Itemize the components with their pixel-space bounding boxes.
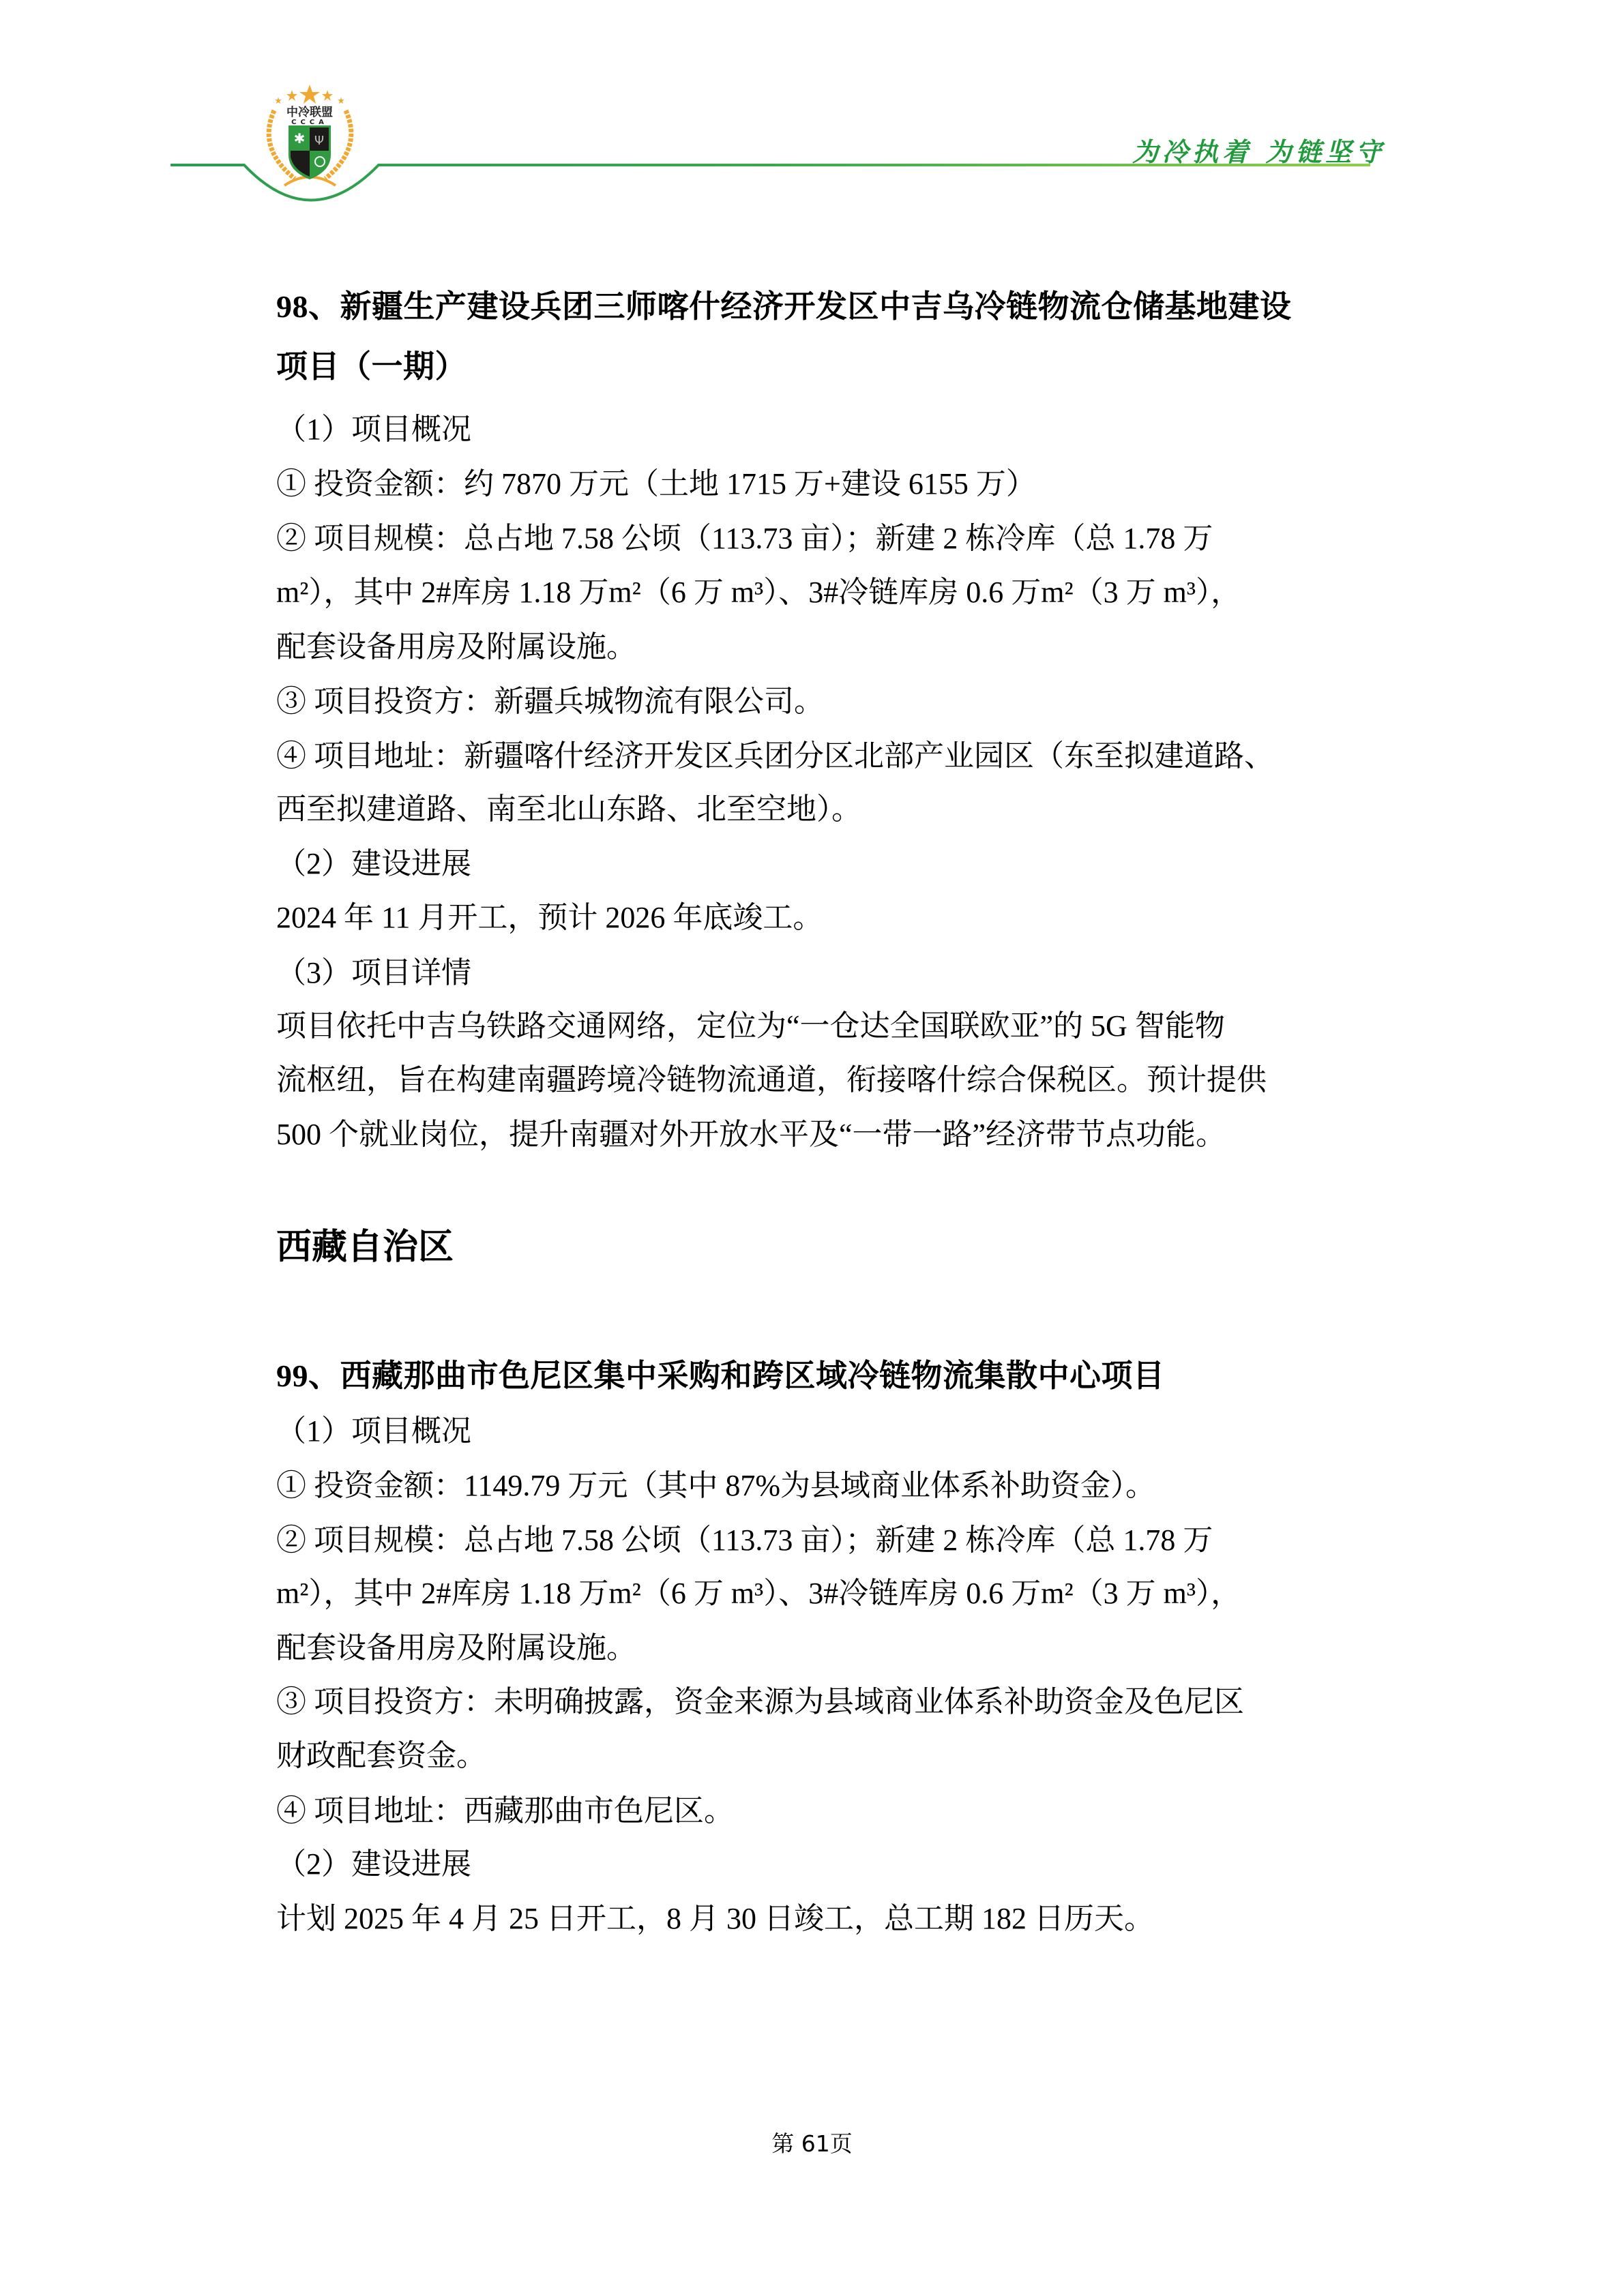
overview-item: ③ 项目投资方：未明确披露，资金来源为县域商业体系补助资金及色尼区 <box>276 1685 1244 1718</box>
svg-text:CCCA: CCCA <box>291 119 328 126</box>
page-prefix: 第 <box>771 2130 801 2157</box>
section-details-heading: （3）项目详情 <box>276 956 471 989</box>
project-99-title: 99、西藏那曲市色尼区集中采购和跨区域冷链物流集散中心项目 <box>276 1358 1165 1393</box>
section-overview-heading: （1）项目概况 <box>276 1414 471 1448</box>
overview-item: ② 项目规模：总占地 7.58 公顷（113.73 亩）；新建 2 栋冷库（总 1.78 万 <box>276 1523 1213 1557</box>
progress-text: 计划 2025 年 4 月 25 日开工，8 月 30 日竣工，总工期 182 日历天。 <box>276 1902 1154 1935</box>
header-rule <box>0 0 1624 218</box>
overview-item: ① 投资金额：1149.79 万元（其中 87%为县域商业体系补助资金）。 <box>276 1469 1156 1502</box>
overview-item: m²），其中 2#库房 1.18 万m²（6 万 m³）、3#冷链库房 0.6 万m²（3 万 m³）， <box>276 1577 1241 1610</box>
overview-item: ④ 项目地址：新疆喀什经济开发区兵团分区北部产业园区（东至拟建道路、 <box>276 739 1274 773</box>
overview-item: ③ 项目投资方：新疆兵城物流有限公司。 <box>276 685 824 718</box>
overview-item: ④ 项目地址：西藏那曲市色尼区。 <box>276 1794 734 1828</box>
ccca-logo <box>254 83 366 192</box>
svg-text:Ψ: Ψ <box>314 134 325 148</box>
progress-text: 2024 年 11 月开工，预计 2026 年底竣工。 <box>276 901 823 934</box>
details-text: 500 个就业岗位，提升南疆对外开放水平及“一带一路”经济带节点功能。 <box>276 1118 1226 1151</box>
details-text: 项目依托中吉乌铁路交通网络，定位为“一仓达全国联欧亚”的 5G 智能物 <box>276 1009 1225 1043</box>
page-number-value: 61 <box>801 2130 830 2157</box>
overview-item: m²），其中 2#库房 1.18 万m²（6 万 m³）、3#冷链库房 0.6 万m²（3 万 m³）， <box>276 576 1241 609</box>
project-98-title-cont: 项目（一期） <box>276 349 467 384</box>
overview-item: 配套设备用房及附属设施。 <box>276 1631 636 1665</box>
section-progress-heading: （2）建设进展 <box>276 847 471 880</box>
star-icon <box>275 85 344 104</box>
project-98-title: 98、新疆生产建设兵团三师喀什经济开发区中吉乌冷链物流仓储基地建设 <box>276 289 1292 324</box>
overview-item: 西至拟建道路、南至北山东路、北至空地）。 <box>276 792 861 826</box>
overview-item: 财政配套资金。 <box>276 1739 486 1772</box>
overview-item: ② 项目规模：总占地 7.58 公顷（113.73 亩）；新建 2 栋冷库（总 1.78 万 <box>276 522 1213 555</box>
header-slogan: 为冷执着 为链坚守 <box>1132 137 1386 167</box>
page-number <box>0 2126 1624 2158</box>
overview-item: ① 投资金额：约 7870 万元（土地 1715 万+建设 6155 万） <box>276 467 1036 501</box>
section-overview-heading: （1）项目概况 <box>276 413 471 446</box>
section-progress-heading: （2）建设进展 <box>276 1847 471 1881</box>
svg-text:✱: ✱ <box>293 130 306 147</box>
details-text: 流枢纽，旨在构建南疆跨境冷链物流通道，衔接喀什综合保税区。预计提供 <box>276 1063 1267 1097</box>
svg-text:中冷联盟: 中冷联盟 <box>286 106 333 119</box>
overview-item: 配套设备用房及附属设施。 <box>276 630 636 664</box>
page-suffix: 页 <box>829 2130 853 2157</box>
region-heading: 西藏自治区 <box>276 1228 454 1267</box>
